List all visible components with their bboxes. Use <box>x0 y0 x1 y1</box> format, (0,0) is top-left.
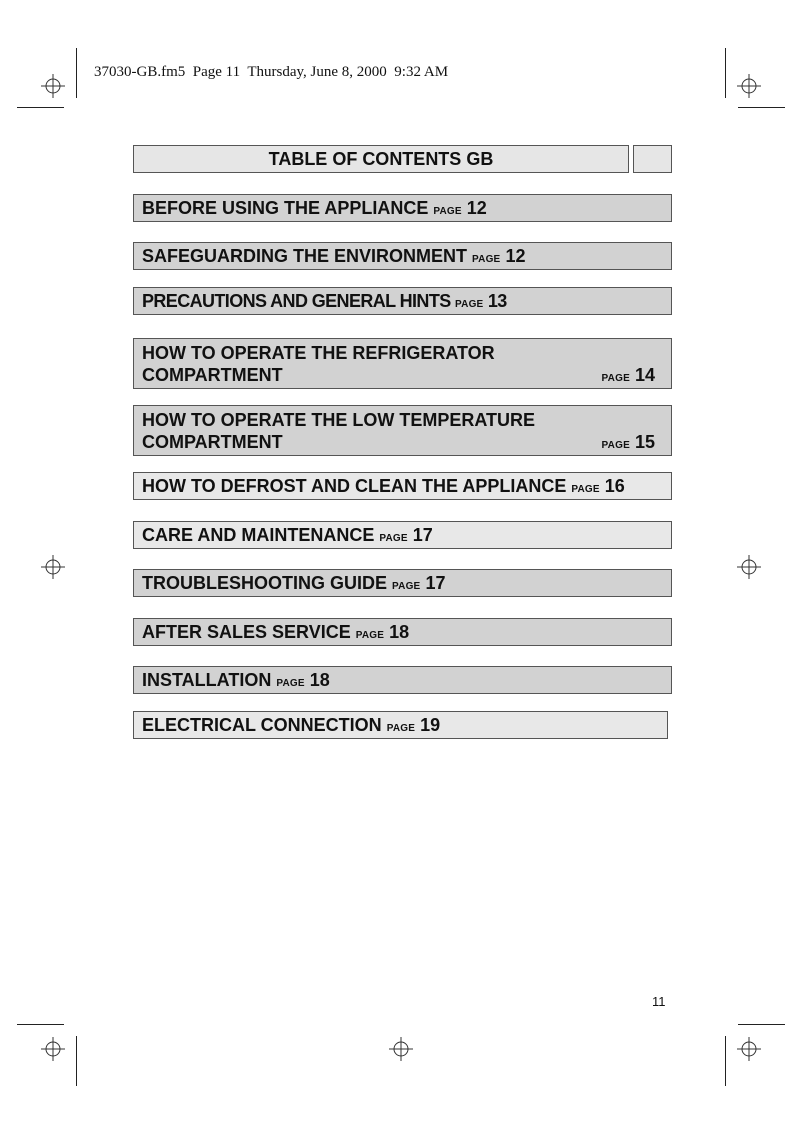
toc-page-number: 18 <box>389 622 410 642</box>
header-file: 37030-GB.fm5 <box>94 64 186 80</box>
crop-mark-bottom-right-h <box>738 1024 785 1025</box>
toc-entry-title: BEFORE USING THE APPLIANCE <box>142 198 429 218</box>
crop-mark-top-left-v <box>76 48 77 98</box>
header-page: Page 11 <box>192 64 241 80</box>
registration-mark-icon <box>41 1037 65 1061</box>
toc-entry[interactable] <box>133 405 672 456</box>
toc-page-label: PAGE <box>571 484 600 495</box>
toc-entry[interactable] <box>133 569 672 597</box>
crop-mark-top-right-v <box>725 48 726 98</box>
registration-mark-icon <box>41 74 65 98</box>
toc-entry[interactable] <box>133 618 672 646</box>
crop-mark-top-left-h <box>17 107 64 108</box>
toc-page-number: 12 <box>505 246 526 266</box>
toc-entry-title-line1: HOW TO OPERATE THE REFRIGERATOR <box>142 343 495 363</box>
crop-mark-bottom-left-h <box>17 1024 64 1025</box>
toc-page-label: PAGE <box>355 630 385 641</box>
toc-entry-title: TROUBLESHOOTING GUIDE <box>142 573 388 593</box>
toc-page-ref <box>602 431 655 457</box>
toc-entry[interactable] <box>133 666 672 694</box>
toc-entry[interactable] <box>133 338 672 389</box>
toc-title: TABLE OF CONTENTS GB <box>133 145 629 173</box>
header-date: Thursday, June 8, 2000 <box>247 64 387 80</box>
toc-entry[interactable] <box>133 242 672 270</box>
toc-page-number: 14 <box>634 365 655 385</box>
registration-mark-icon <box>737 1037 761 1061</box>
toc-page-label: PAGE <box>455 299 484 310</box>
crop-mark-bottom-left-v <box>76 1036 77 1086</box>
toc-entry-title: AFTER SALES SERVICE <box>142 622 351 642</box>
footer-page-number: 11 <box>652 994 666 1009</box>
registration-mark-icon <box>737 74 761 98</box>
toc-entry-title: PRECAUTIONS AND GENERAL HINTS <box>142 291 451 311</box>
registration-mark-icon <box>41 555 65 579</box>
toc-entry[interactable] <box>133 287 672 315</box>
header-time: 9:32 AM <box>394 64 449 80</box>
toc-page-number: 17 <box>412 525 433 545</box>
toc-page-number: 12 <box>466 198 487 218</box>
toc-entry-title: SAFEGUARDING THE ENVIRONMENT <box>142 246 468 266</box>
toc-page-number: 16 <box>604 476 625 496</box>
toc-entry-title: INSTALLATION <box>142 670 272 690</box>
toc-page-number: 13 <box>487 291 507 311</box>
toc-entry-title-line2: COMPARTMENT <box>142 365 283 385</box>
toc-entry-title: CARE AND MAINTENANCE <box>142 525 375 545</box>
toc-entry[interactable] <box>133 711 668 739</box>
toc-page-label: PAGE <box>472 254 501 265</box>
toc-page-label: PAGE <box>601 440 630 451</box>
toc-entry-title-line1: HOW TO OPERATE THE LOW TEMPERATURE <box>142 410 535 430</box>
toc-page-label: PAGE <box>386 723 416 734</box>
toc-entry-title: HOW TO DEFROST AND CLEAN THE APPLIANCE <box>142 476 567 496</box>
toc-entry-title-line2: COMPARTMENT <box>142 432 283 452</box>
toc-entry[interactable] <box>133 521 672 549</box>
print-header <box>94 64 448 81</box>
toc-page-label: PAGE <box>276 678 305 689</box>
registration-mark-icon <box>737 555 761 579</box>
toc-entry[interactable] <box>133 194 672 222</box>
toc-page-ref <box>602 364 655 390</box>
crop-mark-bottom-right-v <box>725 1036 726 1086</box>
toc-page-number: 18 <box>309 670 330 690</box>
toc-page-number: 17 <box>425 573 446 593</box>
toc-entry[interactable] <box>133 472 672 500</box>
toc-page-label: PAGE <box>392 581 421 592</box>
toc-page-label: PAGE <box>601 373 630 384</box>
toc-page-label: PAGE <box>433 206 462 217</box>
toc-page-number: 15 <box>634 432 655 452</box>
registration-mark-icon <box>389 1037 413 1061</box>
toc-title-side-box <box>633 145 672 173</box>
crop-mark-top-right-h <box>738 107 785 108</box>
toc-page-label: PAGE <box>379 533 408 544</box>
toc-page-number: 19 <box>420 715 441 735</box>
toc-entry-title: ELECTRICAL CONNECTION <box>142 715 382 735</box>
